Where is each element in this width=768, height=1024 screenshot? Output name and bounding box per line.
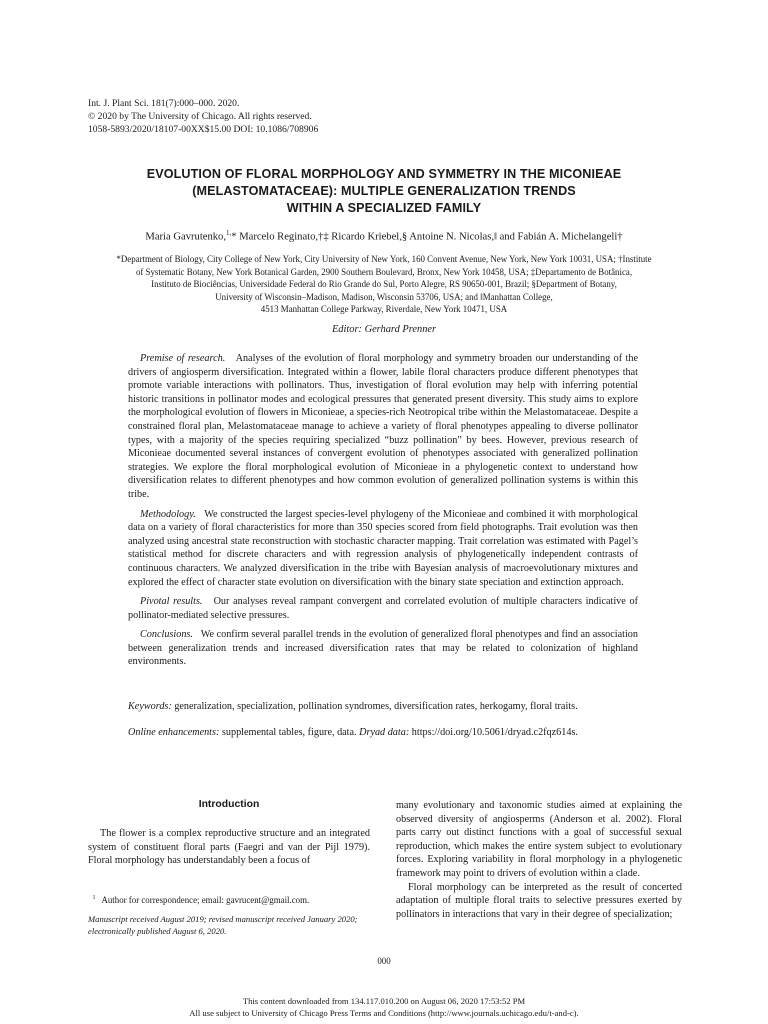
affiliation-line: University of Wisconsin–Madison, Madison, Wisconsin 53706, USA; and ‖Manhattan College, — [215, 291, 553, 302]
abstract — [128, 352, 638, 675]
title-line-2: (MELASTOMATACEAE): MULTIPLE GENERALIZATION TRENDS — [192, 184, 576, 198]
affiliation-line: Instituto de Biociências, Universidade Federal do Rio Grande do Sul, Porto Alegre, RS 90650-001, Brazil; §Department of Botany, — [151, 279, 617, 290]
first-author: Maria Gavrutenko, — [145, 231, 227, 243]
methodology-label: Methodology. — [140, 508, 196, 520]
keywords-label: Keywords: — [128, 701, 172, 712]
affiliation-line: 4513 Manhattan College Parkway, Riverdale, New York 10471, USA — [260, 304, 508, 315]
page-number: 000 — [377, 956, 391, 966]
journal-citation: Int. J. Plant Sci. 181(7):000–000. 2020. — [88, 98, 240, 109]
premise-text: Analyses of the evolution of floral morphology and symmetry broaden our understanding of the drivers of angiosperm diversification. Integrated within a flower, labile floral characters produce different phenotypes that promote variable interactions with pollinators. Thus, investigation of floral evolution may help with inferring potential historic transitions in pollinator modes and ecological pressures that generated present diversity. This study aims to explore the morphological evolution of flowers in Miconieae, a species-rich Neotropical tribe within the Melastomataceae. Despite a constrained floral plan, Melastomataceae manage to achieve a variety of floral phenotypes appealing to diverse pollinator types, with a majority of the species requiring specialized “buzz pollination” by bees. However, previous research of Miconieae documented several instances of convergent evolution of phenotypes associated with generalized pollination strategies. We explore the floral morphological evolution of Miconieae in a phylogenetic context to understand how diversification relates to different phenotypes and how common evolution of generalized pollination systems is within this tribe. — [128, 353, 639, 500]
affiliation-line: *Department of Biology, City College of New York, City University of New York, 160 Convent Avenue, New York, New York 10031, USA; †Institute — [116, 254, 652, 264]
right-column — [396, 799, 682, 921]
footnote — [88, 893, 370, 906]
methodology-text: We constructed the largest species-level phylogeny of the Miconieae and combined it with morphological data on a variety of floral characteristics for more than 350 species scored from field photographs. Trait evolution was then analyzed using ancestral state reconstruction with stochastic character mapping. Trait correlation was estimated with Pagel’s statistical method for discrete characters and with regression analysis of phylogenetically independent contrasts of continuous characters. We analyzed diversification in the tribe with Bayesian analysis of macroevolutionary mixtures and explored the effect of character state evolution on diversification with the binary state speciation and extinction approach. — [128, 508, 639, 588]
conclusions-label: Conclusions. — [140, 629, 193, 641]
abstract-methodology — [128, 508, 638, 590]
intro-paragraph: Floral morphology can be interpreted as the result of concerted adaptation of multiple floral traits to selective pressures exerted by pollinators in interactions that vary in their degree of specialization; — [396, 881, 682, 920]
published-line: electronically published August 6, 2020. — [88, 925, 227, 936]
abstract-premise — [128, 352, 638, 502]
keywords — [128, 701, 648, 712]
section-heading-introduction: Introduction — [198, 799, 260, 810]
manuscript-dates — [88, 914, 370, 937]
terms-line: All use subject to University of Chicago Press Terms and Conditions (http://www.journals.uchicago.edu/t-and-c). — [189, 1007, 579, 1018]
pivotal-label: Pivotal results. — [140, 596, 203, 608]
online-label: Online enhancements: — [128, 727, 220, 738]
intro-paragraph: The flower is a complex reproductive structure and an integrated system of constituent floral parts (Faegri and van der Pijl 1979). Floral morphology has understandably been a focus of — [88, 828, 370, 867]
author-list — [60, 229, 708, 243]
dryad-label: Dryad data: — [359, 727, 410, 738]
title-line-3: WITHIN A SPECIALIZED FAMILY — [286, 201, 482, 215]
received-line: Manuscript received August 2019; revised manuscript received January 2020; — [88, 914, 358, 924]
download-line: This content downloaded from 134.117.010.200 on August 06, 2020 17:53:52 PM — [242, 996, 526, 1006]
copyright-line: © 2020 by The University of Chicago. All rights reserved. — [88, 111, 312, 122]
intro-paragraph: many evolutionary and taxonomic studies aimed at explaining the observed diversity of angiosperms (Anderson et al. 2002). Floral parts carry out distinct functions with a goal of successful sexual reproduction, which makes the entire system subject to evolutionary forces. Exploring variability in floral morphology in a phylogenetic framework may point to drivers of evolution within a clade. — [396, 800, 682, 879]
pivotal-text: Our analyses reveal rampant convergent and correlated evolution of multiple characters indicative of pollinator-mediated selective pressures. — [128, 596, 638, 621]
premise-label: Premise of research. — [140, 353, 226, 364]
doi-line: 1058-5893/2020/18107-00XX$15.00 DOI: 10.1086/708906 — [88, 124, 319, 135]
abstract-pivotal — [128, 595, 638, 622]
conclusions-text: We confirm several parallel trends in the evolution of generalized floral phenotypes and find an association between generalization trends and increased diversification rates that may be related to colonization of highland environments. — [128, 629, 638, 668]
editor-line: Editor: Gerhard Prenner — [331, 324, 437, 335]
other-authors: Marcelo Reginato,†‡ Ricardo Kriebel,§ Antoine N. Nicolas,‖ and Fabián A. Michelangeli† — [236, 231, 623, 243]
affiliations — [84, 253, 684, 316]
footnote-text: Author for correspondence; email: gavrucent@gmail.com. — [101, 894, 310, 905]
keywords-text: generalization, specialization, pollination syndromes, diversification rates, herkogamy, floral traits. — [171, 701, 578, 712]
abstract-conclusions — [128, 628, 638, 669]
affiliation-line: of Systematic Botany, New York Botanical Garden, 2900 Southern Boulevard, Bronx, New York 10458, USA; ‡Departamento de Botânica, — [135, 266, 633, 277]
footnote-mark: 1 — [92, 895, 96, 901]
title-line-1: EVOLUTION OF FLORAL MORPHOLOGY AND SYMMETRY IN THE MICONIEAE — [146, 167, 622, 181]
online-enhancements — [128, 727, 648, 738]
journal-header — [88, 97, 318, 136]
dryad-link[interactable]: https://doi.org/10.5061/dryad.c2fqz614s. — [409, 727, 578, 738]
first-author-star: * — [231, 231, 237, 243]
article-title — [60, 166, 708, 217]
first-author-mark: 1, — [226, 229, 232, 237]
download-footer — [0, 996, 768, 1019]
left-column — [88, 827, 370, 868]
online-text: supplemental tables, figure, data. — [219, 727, 360, 738]
